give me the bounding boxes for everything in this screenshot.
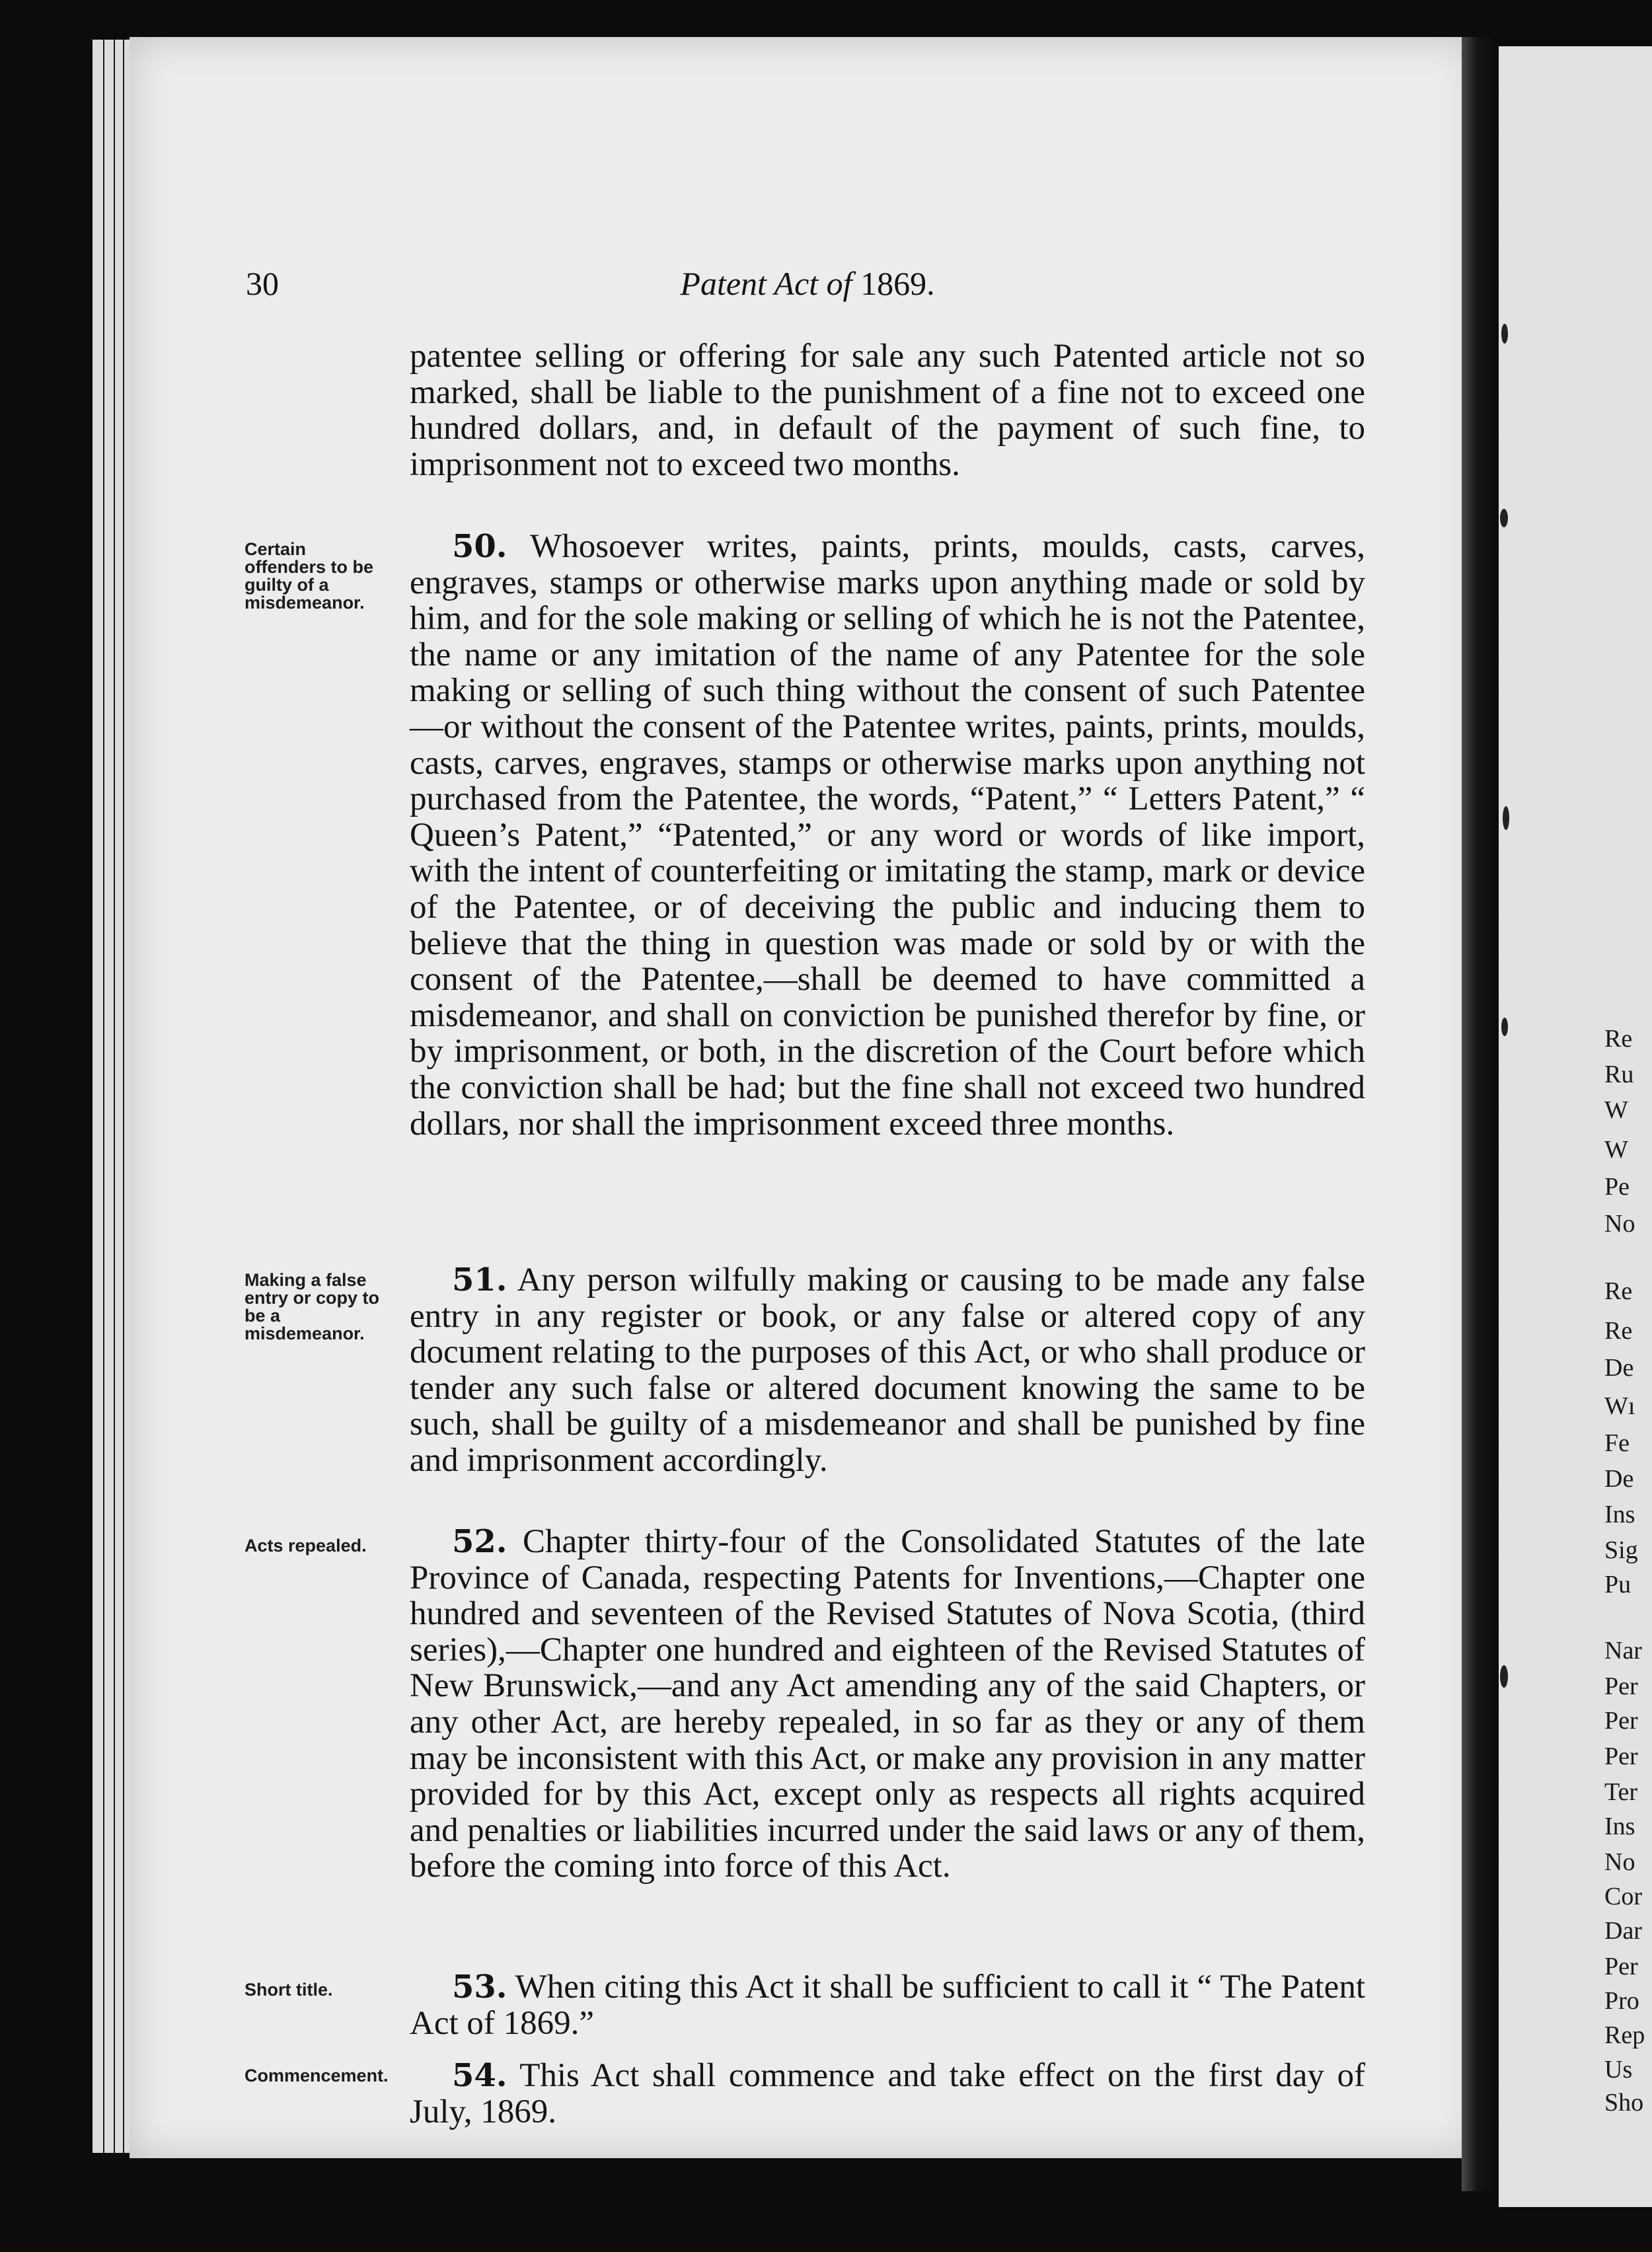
facing-page-fragment: Sho [1604, 2089, 1644, 2117]
facing-page-fragment: Ins [1604, 1501, 1635, 1528]
facing-page-fragment: Us [1604, 2056, 1633, 2083]
facing-page-fragment: Rep [1604, 2021, 1645, 2049]
facing-page-fragment: Per [1604, 1672, 1638, 1700]
section-number: 51. [452, 1261, 507, 1298]
facing-page-fragment: Re [1604, 1025, 1633, 1053]
running-head [246, 264, 1369, 317]
section-50 [410, 529, 1365, 1142]
book-gutter [1462, 37, 1500, 2191]
section-text: Chapter thirty-four of the Consolidated Statutes of the late Province of Canada, respecting Patents for Inventions,—Chapter one hundred and seventeen of the Revised Statutes of Nova Scotia, (third series),—Chapter one hundred and eighteen of the Revised Statutes of New Brunswick,—and any Act amending any of the said Chapters, or any other Act, are hereby repealed, in so far as they or any of them may be inconsistent with this Act, or make any provision in any matter provided for by this Act, except only as respects all rights acquired and penalties or liabilities incurred under the said laws or any of them, before the coming into force of this Act. [410, 1523, 1365, 1885]
facing-page-fragment: Ru [1604, 1061, 1634, 1088]
facing-page-fragment: Cor [1604, 1883, 1642, 1910]
margin-note-short-title: Short title. [244, 1980, 333, 2000]
section-text: When citing this Act it shall be sufficient to call it “ The Patent Act of 1869.” [410, 1969, 1365, 2042]
facing-page-column [1604, 1024, 1652, 2148]
margin-note-acts-repealed: Acts repealed. [244, 1536, 367, 1556]
section-number: 50. [452, 528, 507, 565]
margin-note-certain-offenders: Certain offenders to be guilty of a misdemeanor. [244, 539, 374, 613]
section-number: 52. [452, 1523, 507, 1560]
facing-page-fragment: Per [1604, 1953, 1638, 1980]
section-text: patentee selling or offering for sale any such Patented article not so marked, shall be liable to the punishment of a fine not to exceed one hundred dollars, and, in default of the payment of such fine, to imprisonment not to exceed two months. [410, 338, 1365, 483]
facing-page-fragment: Ter [1604, 1778, 1638, 1806]
section-continuation [410, 338, 1365, 482]
facing-page-fragment: Pu [1604, 1571, 1632, 1598]
facing-page-fragment: No [1604, 1848, 1635, 1876]
facing-page-fragment: Sig [1604, 1536, 1638, 1564]
section-text: Whosoever writes, paints, prints, moulds, casts, carves, engraves, stamps or otherwise marks upon anything made or sold by him, and for the sole making or selling of which he is not the Patentee, the name or any imitation of the name of any Patentee for the sole making or selling of such thing without the consent of such Patentee—or without the consent of the Patentee writes, paints, prints, moulds, casts, carves, engraves, stamps or otherwise marks upon anything not purchased from the Patentee, the words, “Patent,” “ Letters Patent,” “ Queen’s Patent,” “Patented,” or any word or words of like import, with the intent of counterfeiting or imitating the stamp, mark or device of the Patentee, or of deceiving the public and inducing them to believe that the thing in question was made or sold by or with the consent of the Patentee,—shall be deemed to have committed a misdemeanor, and shall on conviction be punished therefor by fine, or by imprisonment, or both, in the discretion of the Court before which the conviction shall be had; but the fine shall not exceed two hundred dollars, nor shall the imprisonment exceed three months. [410, 528, 1365, 1143]
running-head-year: 1869. [860, 265, 935, 302]
page-number: 30 [246, 265, 279, 302]
facing-page-fragment: De [1604, 1465, 1634, 1493]
page-edge [93, 40, 105, 2153]
page-edge [104, 40, 116, 2153]
facing-page-fragment: Pro [1604, 1987, 1639, 2015]
facing-page-fragment: Re [1604, 1277, 1633, 1305]
facing-page-fragment: De [1604, 1354, 1634, 1382]
facing-page-fragment: Dar [1604, 1917, 1642, 1945]
section-number: 53. [452, 1969, 507, 2006]
running-head-title-text: Patent Act of [680, 265, 852, 302]
facing-page-fragment: W [1604, 1096, 1628, 1124]
ink-smudge [1503, 806, 1509, 830]
facing-page-fragment: No [1604, 1210, 1635, 1238]
running-head-title [246, 264, 1369, 303]
section-text: This Act shall commence and take effect on the first day of July, 1869. [410, 2057, 1365, 2130]
facing-page-fragment: Per [1604, 1707, 1638, 1735]
section-54 [410, 2058, 1365, 2130]
facing-page-fragment: W [1604, 1136, 1628, 1164]
section-53 [410, 1969, 1365, 2041]
section-51 [410, 1262, 1365, 1479]
facing-page-fragment: Nar [1604, 1637, 1642, 1665]
margin-note-commencement: Commencement. [244, 2066, 389, 2085]
facing-page-fragment: Ins [1604, 1813, 1635, 1840]
section-text: Any person wilfully making or causing to be made any false entry in any register or book, or any false or altered copy of any document relating to the purposes of this Act, or who shall produce or tender any such false or altered document knowing the same to be such, shall be guilty of a misdemeanor and shall be punished by fine and imprisonment accordingly. [410, 1261, 1365, 1479]
facing-page-fragment: Fe [1604, 1429, 1630, 1457]
section-number: 54. [452, 2057, 507, 2094]
facing-page-fragment: Pe [1604, 1173, 1630, 1201]
ink-smudge [1501, 324, 1508, 344]
section-52 [410, 1524, 1365, 1885]
page-edge [115, 40, 125, 2153]
facing-page-fragment: Wı [1604, 1392, 1635, 1420]
ink-smudge [1501, 1018, 1508, 1036]
ink-smudge [1500, 1665, 1508, 1688]
margin-note-false-entry: Making a false entry or copy to be a misdemeanor. [244, 1270, 380, 1343]
ink-smudge [1500, 509, 1508, 527]
facing-page-fragment: Per [1604, 1743, 1638, 1770]
facing-page-fragment: Re [1604, 1317, 1633, 1345]
